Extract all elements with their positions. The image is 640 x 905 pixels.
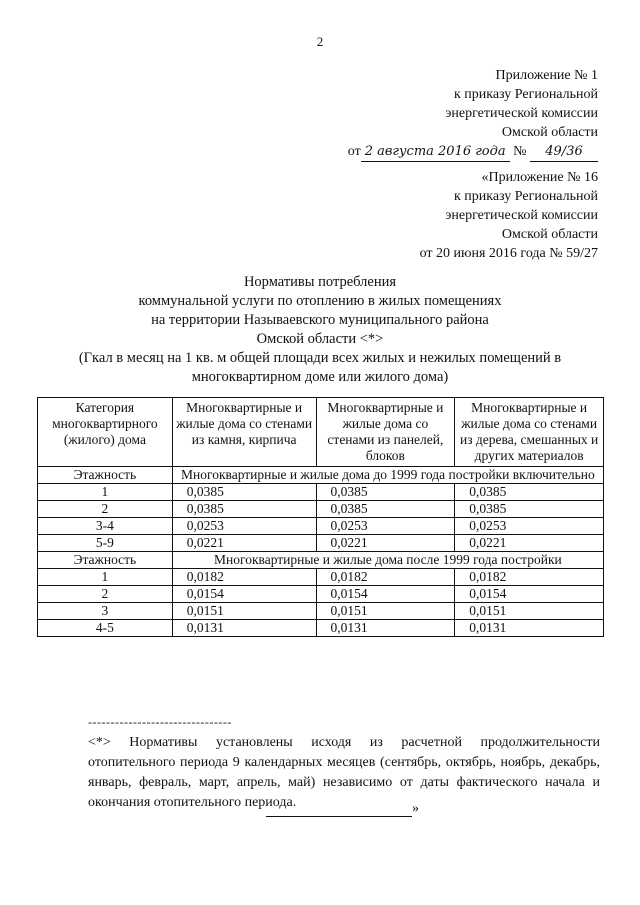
title-line6: многоквартирном доме или жилого дома): [191, 369, 449, 385]
value-cell: 0,0151: [172, 603, 316, 620]
value-cell: 0,0151: [455, 603, 604, 620]
table-row: [38, 518, 604, 535]
header-panels-blocks: Многоквартирные и жилые дома со стенами из панелей, блоков: [316, 398, 455, 467]
value-cell: 0,0131: [316, 620, 455, 637]
title-line3: на территории Называевского муниципального района: [151, 312, 489, 328]
value-cell: 0,0221: [455, 535, 604, 552]
appendix-16-line1: «Приложение № 16: [481, 170, 598, 185]
value-cell: 0,0131: [172, 620, 316, 637]
appendix-16-block: [420, 168, 598, 263]
section-label: Этажность: [38, 552, 173, 569]
appendix-16-line2: к приказу Региональной: [453, 189, 598, 204]
table-row: [38, 586, 604, 603]
value-cell: 0,0182: [316, 569, 455, 586]
closing-quote: »: [412, 801, 419, 816]
appendix-1-line1: Приложение № 1: [495, 68, 598, 83]
date-prefix: от: [347, 144, 361, 159]
floors-cell: 3: [38, 603, 173, 620]
handwritten-date: 2 августа 2016 года: [361, 142, 510, 162]
appendix-1-line4: Омской области: [501, 125, 598, 140]
table-row: [38, 501, 604, 518]
value-cell: 0,0253: [172, 518, 316, 535]
handwritten-number: 49/36: [530, 142, 598, 162]
norms-table: [37, 397, 604, 637]
value-cell: 0,0253: [455, 518, 604, 535]
section-heading-row: [38, 552, 604, 569]
title-line4: Омской области <*>: [256, 331, 384, 347]
title-line1: Нормативы потребления: [243, 274, 397, 290]
table-row: [38, 620, 604, 637]
page-number: 2: [316, 34, 324, 49]
appendix-16-line5: от 20 июня 2016 года № 59/27: [419, 246, 598, 261]
value-cell: 0,0385: [455, 501, 604, 518]
section-heading: Многоквартирные и жилые дома после 1999 года постройки: [172, 552, 603, 569]
value-cell: 0,0385: [316, 484, 455, 501]
closing-line: [266, 806, 412, 817]
floors-cell: 1: [38, 569, 173, 586]
header-category: Категория многоквартирного (жилого) дома: [38, 398, 173, 467]
section-label: Этажность: [38, 467, 173, 484]
floors-cell: 4-5: [38, 620, 173, 637]
value-cell: 0,0154: [455, 586, 604, 603]
appendix-1-line3: энергетической комиссии: [445, 106, 598, 121]
header-stone-brick: Многоквартирные и жилые дома со стенами из камня, кирпича: [172, 398, 316, 467]
appendix-16-line4: Омской области: [501, 227, 598, 242]
value-cell: 0,0385: [172, 501, 316, 518]
value-cell: 0,0385: [316, 501, 455, 518]
footnote-separator: --------------------------------: [88, 715, 232, 729]
section-heading: Многоквартирные и жилые дома до 1999 года постройки включительно: [172, 467, 603, 484]
table-row: [38, 484, 604, 501]
floors-cell: 5-9: [38, 535, 173, 552]
appendix-1-line2: к приказу Региональной: [453, 87, 598, 102]
value-cell: 0,0182: [455, 569, 604, 586]
value-cell: 0,0151: [316, 603, 455, 620]
value-cell: 0,0385: [455, 484, 604, 501]
value-cell: 0,0221: [316, 535, 455, 552]
floors-cell: 2: [38, 586, 173, 603]
header-wood-mixed: Многоквартирные и жилые дома со стенами из дерева, смешанных и других материалов: [455, 398, 604, 467]
value-cell: 0,0253: [316, 518, 455, 535]
value-cell: 0,0154: [316, 586, 455, 603]
title-line5: (Гкал в месяц на 1 кв. м общей площади всех жилых и нежилых помещений в: [78, 350, 562, 366]
appendix-1-block: [348, 66, 598, 162]
number-prefix: №: [513, 144, 527, 159]
table-row: [38, 535, 604, 552]
section-heading-row: [38, 467, 604, 484]
floors-cell: 1: [38, 484, 173, 501]
table-row: [38, 569, 604, 586]
title-line2: коммунальной услуги по отоплению в жилых помещениях: [138, 293, 502, 309]
value-cell: 0,0154: [172, 586, 316, 603]
floors-cell: 2: [38, 501, 173, 518]
value-cell: 0,0221: [172, 535, 316, 552]
footnote-text: <*> Нормативы установлены исходя из расчетной продолжительности отопительного периода 9 календарных месяцев (сентябрь, октябрь, ноябрь, декабрь, январь, февраль, март, апрель, май) независимо от даты фактического начала и окончания отопительного периода.: [88, 735, 600, 810]
table-row: [38, 603, 604, 620]
value-cell: 0,0385: [172, 484, 316, 501]
document-title: [40, 273, 600, 387]
value-cell: 0,0131: [455, 620, 604, 637]
value-cell: 0,0182: [172, 569, 316, 586]
table-body: [38, 467, 604, 637]
floors-cell: 3-4: [38, 518, 173, 535]
appendix-1-date-line: [348, 142, 598, 162]
appendix-16-line3: энергетической комиссии: [445, 208, 598, 223]
table-header-row: [38, 398, 604, 467]
